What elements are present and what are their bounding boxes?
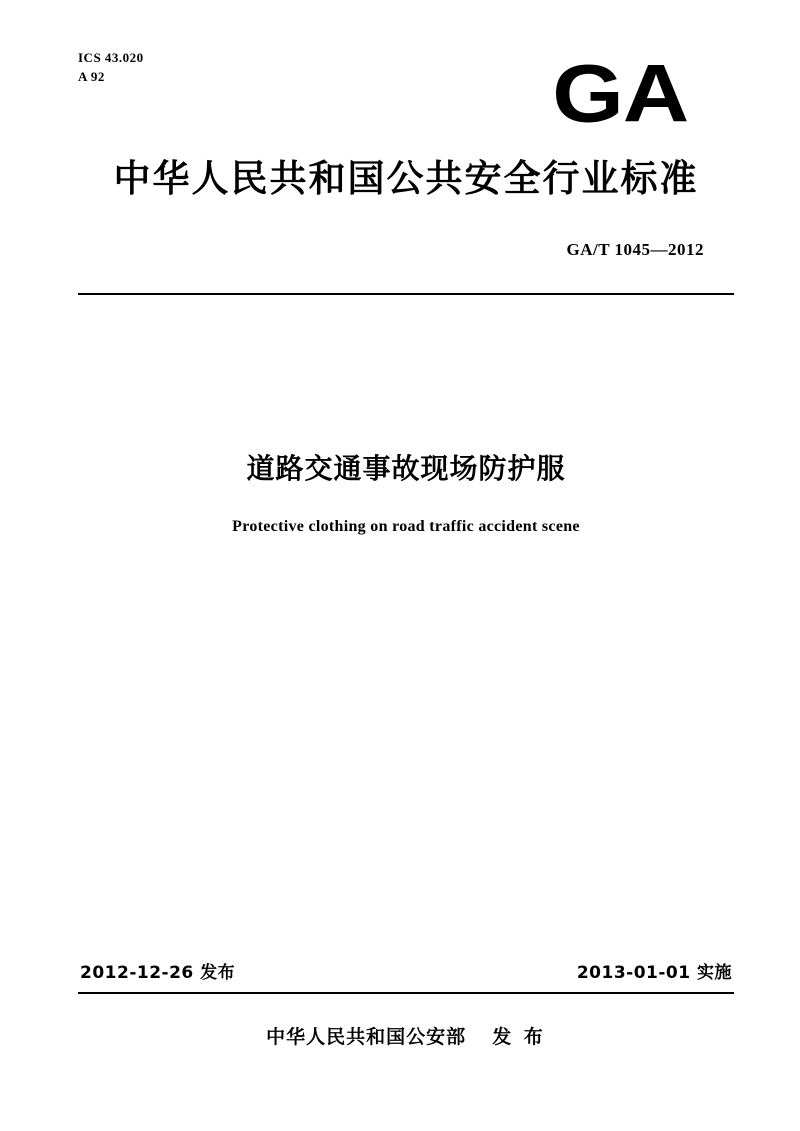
- publisher-verb: 发 布: [492, 1026, 546, 1048]
- header-divider: [78, 293, 734, 295]
- publisher-line: [78, 1022, 734, 1049]
- ics-code: ICS 43.020: [78, 50, 144, 65]
- classification-code: A 92: [78, 69, 105, 84]
- series-title: 中华人民共和国公共安全行业标准: [113, 157, 699, 200]
- ics-block: [78, 48, 144, 86]
- ga-logo: GA: [552, 46, 688, 140]
- publisher-name: 中华人民共和国公安部: [266, 1026, 467, 1048]
- page-title-english: Protective clothing on road traffic accident scene: [232, 518, 580, 535]
- page-title: 道路交通事故现场防护服: [246, 452, 566, 485]
- issue-date: 2012-12-26 发布: [80, 963, 236, 983]
- standard-number: GA/T 1045—2012: [566, 240, 704, 259]
- effective-date: 2013-01-01 实施: [576, 963, 732, 983]
- cover-content: [78, 0, 734, 1131]
- footer-divider: [78, 992, 734, 994]
